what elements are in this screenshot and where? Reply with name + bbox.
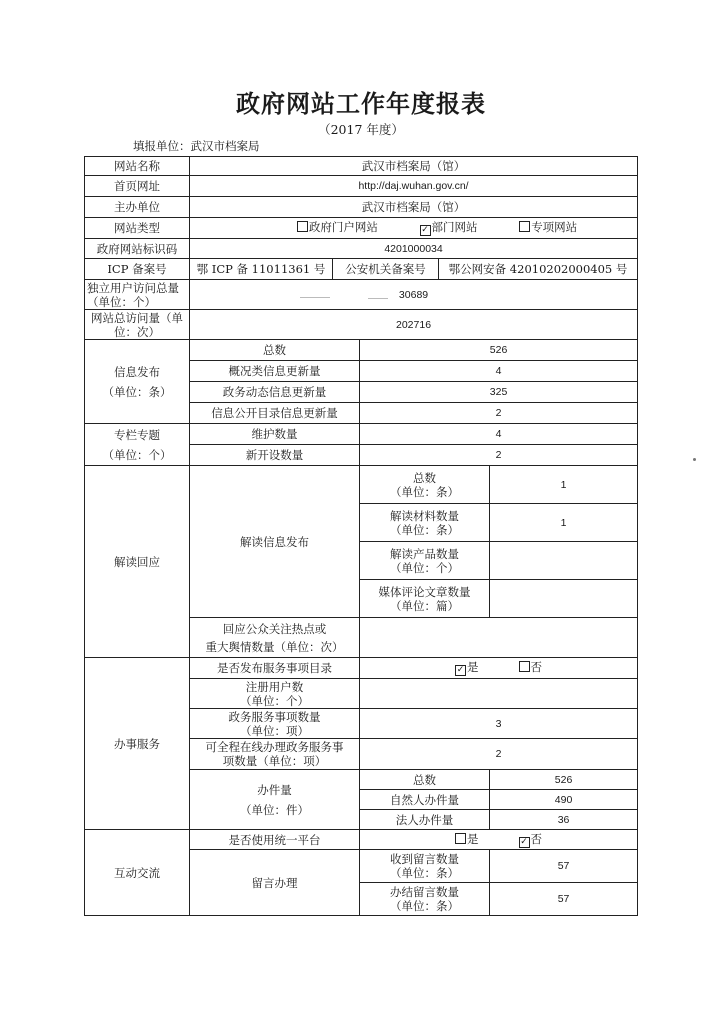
interp-product-unit: （单位：个） (390, 560, 459, 575)
value-cases-legal: 36 (490, 810, 638, 830)
value-msg-received: 57 (490, 850, 638, 883)
label-uv: 独立用户访问总量（单位：个） (85, 280, 190, 310)
label-service: 办事服务 (85, 658, 190, 830)
value-icp: 鄂 ICP 备 11011361 号 (190, 259, 333, 279)
label-special (85, 424, 190, 466)
value-interp-total: 1 (490, 466, 638, 504)
checkbox-platform-yes (455, 833, 466, 844)
platform-no-label: 否 (530, 831, 543, 846)
label-info-overview: 概况类信息更新量 (190, 361, 360, 382)
checkbox-special (519, 221, 530, 232)
interp-media-unit: （单位：篇） (390, 598, 459, 613)
label-special-maintain: 维护数量 (190, 424, 360, 445)
value-service-items: 3 (360, 709, 638, 739)
value-site-code: 4201000034 (190, 239, 638, 259)
label-interp-media (360, 580, 490, 618)
row-sponsor (85, 197, 638, 218)
label-msg: 留言办理 (190, 850, 360, 916)
msg-received-label: 收到留言数量 (390, 852, 459, 866)
label-platform: 是否使用统一平台 (190, 830, 360, 850)
value-msg-done: 57 (490, 883, 638, 916)
value-service-reg (360, 679, 638, 709)
label-pv: 网站总访问量（单位：次） (85, 310, 190, 340)
cases-unit: （单位：件） (240, 802, 309, 817)
label-special-new: 新开设数量 (190, 445, 360, 466)
type-special-label: 专项网站 (531, 220, 578, 234)
label-interp-total (360, 466, 490, 504)
label-info-total: 总数 (190, 340, 360, 361)
cases-label: 办件量 (257, 782, 292, 797)
label-cases-legal: 法人办件量 (360, 810, 490, 830)
label-service-online (190, 739, 360, 770)
interp-total-label: 总数 (413, 470, 436, 485)
label-icp: ICP 备案号 (85, 259, 190, 280)
value-interp-material: 1 (490, 504, 638, 542)
report-table (84, 156, 638, 916)
row-service-catalog (85, 658, 638, 679)
filling-unit: 填报单位：武汉市档案局 (133, 139, 260, 153)
interp-response-label-1: 回应公众关注热点或 (222, 621, 327, 636)
label-info-catalog: 信息公开目录信息更新量 (190, 403, 360, 424)
label-site-code: 政府网站标识码 (85, 239, 190, 259)
checkbox-yes-checked (455, 665, 466, 676)
label-homepage: 首页网址 (85, 176, 190, 197)
scan-smudge (300, 297, 330, 298)
label-site-name: 网站名称 (85, 157, 190, 176)
label-service-reg (190, 679, 360, 709)
value-pv: 202716 (190, 310, 638, 340)
row-platform (85, 830, 638, 850)
interp-material-unit: （单位：条） (390, 522, 459, 537)
value-info-catalog: 2 (360, 403, 638, 424)
label-interaction: 互动交流 (85, 830, 190, 916)
value-homepage: http://daj.wuhan.gov.cn/ (190, 176, 638, 197)
label-service-items (190, 709, 360, 739)
icp-cell (190, 259, 439, 280)
row-uv (85, 280, 638, 310)
value-sponsor: 武汉市档案局（馆） (190, 197, 638, 218)
value-uv: 30689 (190, 280, 638, 310)
special-title: 专栏专题 (114, 427, 160, 442)
value-special-new: 2 (360, 445, 638, 466)
label-cases-total: 总数 (360, 770, 490, 790)
msg-done-unit: （单位：条） (390, 899, 459, 913)
value-interp-media (490, 580, 638, 618)
row-site-code (85, 239, 638, 259)
label-msg-done (360, 883, 490, 916)
service-online-label-1: 可全程在线办理政务服务事 (205, 740, 344, 754)
service-items-label: 政务服务事项数量 (228, 709, 321, 724)
value-cases-total: 526 (490, 770, 638, 790)
platform-yes-label: 是 (467, 831, 479, 846)
row-pv (85, 310, 638, 340)
value-platform (360, 830, 638, 850)
label-interp-response (190, 618, 360, 658)
value-special-maintain: 4 (360, 424, 638, 445)
report-year: （2017 年度） (318, 122, 404, 137)
msg-received-unit: （单位：条） (390, 866, 459, 880)
value-info-total: 526 (360, 340, 638, 361)
value-info-overview: 4 (360, 361, 638, 382)
label-interpret: 解读回应 (85, 466, 190, 658)
value-service-catalog (360, 658, 638, 679)
label-interp-pub: 解读信息发布 (190, 466, 360, 618)
interp-response-label-2: 重大舆情数量（单位：次） (205, 639, 344, 654)
checkbox-platform-no-checked (519, 837, 530, 848)
scan-speck (693, 458, 696, 461)
value-police: 鄂公网安备 42010202000405 号 (439, 259, 638, 280)
checkbox-no (519, 661, 530, 672)
value-cases-natural: 490 (490, 790, 638, 810)
value-info-news: 325 (360, 382, 638, 403)
row-interp-total (85, 466, 638, 504)
label-info-pub (85, 340, 190, 424)
row-site-type (85, 218, 638, 239)
scan-smudge-2 (368, 298, 388, 299)
row-icp (85, 259, 638, 280)
service-reg-label: 注册用户数 (245, 679, 304, 694)
interp-media-label: 媒体评论文章数量 (378, 584, 471, 599)
row-site-name (85, 157, 638, 176)
label-info-news: 政务动态信息更新量 (190, 382, 360, 403)
report-title: 政府网站工作年度报表 (236, 89, 486, 118)
label-cases-natural: 自然人办件量 (360, 790, 490, 810)
type-dept-label: 部门网站 (431, 220, 478, 234)
info-pub-title: 信息发布 (114, 364, 160, 379)
service-online-label-2: 项数量（单位：项） (222, 754, 327, 768)
value-service-online: 2 (360, 739, 638, 770)
service-items-unit: （单位：项） (240, 723, 309, 738)
label-interp-material (360, 504, 490, 542)
value-site-name: 武汉市档案局（馆） (190, 157, 638, 176)
label-cases (190, 770, 360, 830)
label-interp-product (360, 542, 490, 580)
type-portal-label: 政府门户网站 (308, 220, 378, 234)
label-police: 公安机关备案号 (345, 262, 426, 276)
label-msg-received (360, 850, 490, 883)
interp-material-label: 解读材料数量 (390, 508, 459, 523)
checkbox-portal (297, 221, 308, 232)
checkbox-dept-checked (420, 225, 431, 236)
service-reg-unit: （单位：个） (240, 693, 309, 708)
row-special-maintain (85, 424, 638, 445)
value-interp-product (490, 542, 638, 580)
row-info-total (85, 340, 638, 361)
service-yes-label: 是 (467, 660, 479, 674)
label-service-catalog: 是否发布服务事项目录 (190, 658, 360, 679)
interp-product-label: 解读产品数量 (390, 546, 459, 561)
info-pub-unit: （单位：条） (102, 384, 172, 399)
interp-total-unit: （单位：条） (390, 484, 459, 499)
value-interp-response (360, 618, 638, 658)
special-unit: （单位：个） (102, 447, 172, 462)
row-homepage (85, 176, 638, 197)
label-site-type: 网站类型 (85, 218, 190, 239)
msg-done-label: 办结留言数量 (390, 885, 459, 899)
site-type-options (190, 218, 638, 239)
label-sponsor: 主办单位 (85, 197, 190, 218)
service-no-label: 否 (530, 660, 543, 674)
